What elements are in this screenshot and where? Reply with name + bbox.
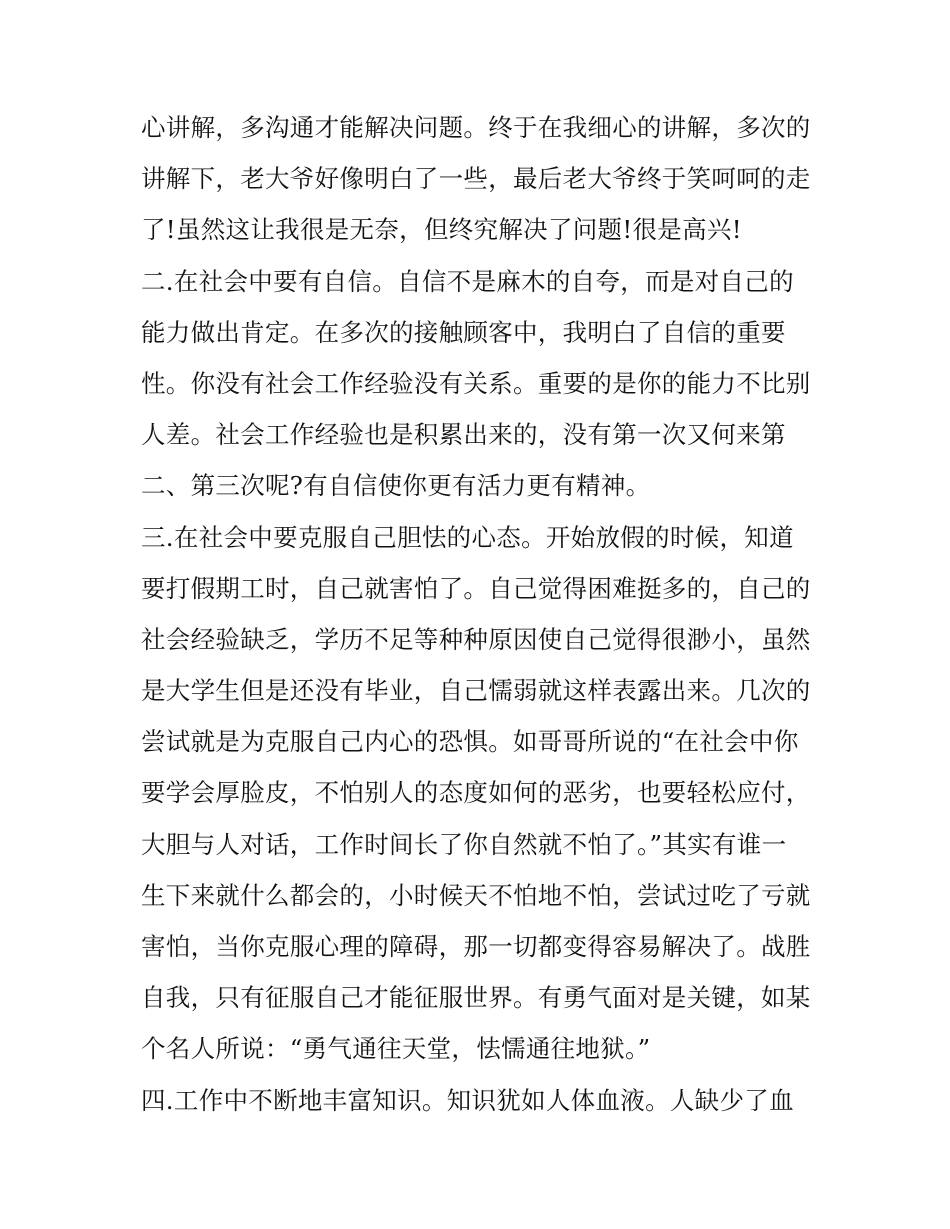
text-line: 能力做出肯定。在多次的接触顾客中，我明白了自信的重要 [141, 317, 786, 347]
text-line: 二.在社会中要有自信。自信不是麻木的自夸，而是对自己的 [141, 266, 794, 296]
text-line: 心讲解，多沟通才能解决问题。终于在我细心的讲解，多次的 [141, 113, 811, 142]
text-line: 是大学生但是还没有毕业，自己懦弱就这样表露出来。几次的 [141, 676, 811, 706]
text-line: 生下来就什么都会的，小时候天不怕地不怕，尝试过吃了亏就 [141, 880, 811, 910]
text-line: 了!虽然这让我很是无奈，但终究解决了问题!很是高兴! [141, 215, 742, 245]
text-line: 自我，只有征服自己才能征服世界。有勇气面对是关键，如某 [141, 983, 811, 1013]
text-line: 害怕，当你克服心理的障碍，那一切都变得容易解决了。战胜 [141, 932, 811, 961]
text-line: 四.工作中不断地丰富知识。知识犹如人体血液。人缺少了血 [141, 1085, 794, 1115]
text-line: 尝试就是为克服自己内心的恐惧。如哥哥所说的“在社会中你 [141, 727, 799, 757]
text-line: 社会经验缺乏，学历不足等种种原因使自己觉得很渺小，虽然 [141, 624, 811, 654]
text-line: 讲解下，老大爷好像明白了一些，最后老大爷终于笑呵呵的走 [141, 164, 811, 194]
text-line: 要学会厚脸皮，不怕别人的态度如何的恶劣，也要轻松应付， [141, 778, 811, 808]
text-line: 二、第三次呢?有自信使你更有活力更有精神。 [141, 471, 651, 501]
text-line: 三.在社会中要克服自己胆怯的心态。开始放假的时候，知道 [141, 522, 794, 552]
text-line: 要打假期工时，自己就害怕了。自己觉得困难挺多的，自己的 [141, 573, 811, 603]
text-line: 大胆与人对话，工作时间长了你自然就不怕了。”其实有谁一 [141, 829, 787, 859]
text-line: 性。你没有社会工作经验没有关系。重要的是你的能力不比别 [141, 368, 811, 398]
body-text [141, 102, 821, 1126]
text-line: 人差。社会工作经验也是积累出来的，没有第一次又何来第 [141, 420, 786, 450]
text-line: 个名人所说：“勇气通往天堂，怯懦通往地狱。” [141, 1034, 651, 1064]
